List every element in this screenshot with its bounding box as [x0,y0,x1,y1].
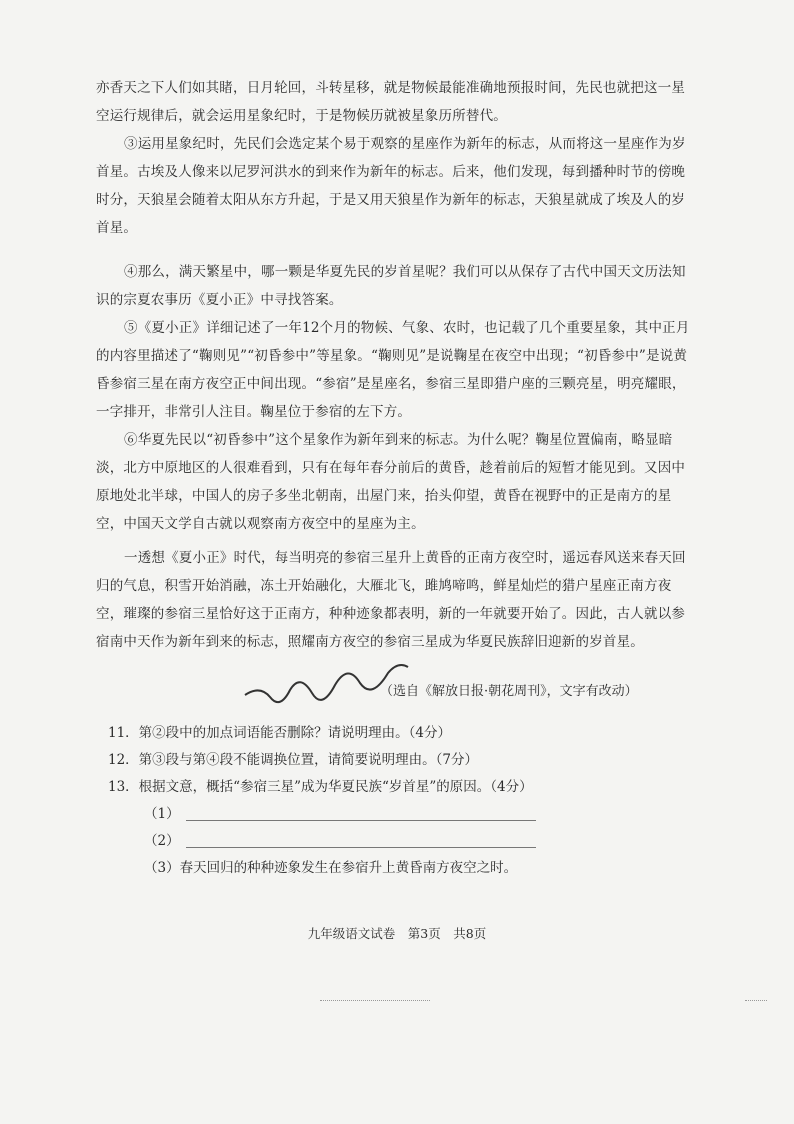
answer-blank[interactable] [186,808,536,821]
paragraph-text: ④那么，满天繁星中，哪一颗是华夏先民的岁首星呢？我们可以从保存了古代中国天文历法知识的宗夏农事历《夏小正》中寻找答案。 [96,264,686,308]
paragraph-text: ③运用星象纪时，先民们会选定某个易于观察的星座作为新年的标志，从而将这一星座作为岁首星。古埃及人像来以尼罗河洪水的到来作为新年的标志。后来，他们发现，每到播种时节的傍晚时分，天狼星会随着太阳从东方升起，于是又用天狼星作为新年的标志，天狼星就成了埃及人的岁首星。 [96,136,686,236]
source-citation: （选自《解放日报·朝花周刊》，文字有改动） [380,684,638,699]
paragraph-text: ⑤《夏小正》详细记述了一年12个月的物候、气象、农时，也记载了几个重要星象，其中正月的内容里描述了“鞠则见”“初昏参中”等星象。“鞠则见”是说鞠星在夜空中出现；“初昏参中”是说黄昏参宿三星在南方夜空正中间出现。“参宿”是星座名，参宿三星即猎户座的三颗亮星，明亮耀眼，一字排开，非常引人注目。鞠星位于参宿的左下方。 [96,320,690,420]
page-footer: 九年级语文试卷 第3页 共8页 [307,926,487,941]
answer-line-3: （3）春天回归的种种迹象发生在参宿升上黄昏南方夜空之时。 [144,860,518,876]
question-12: 12．第③段与第④段不能调换位置，请简要说明理由。（7分） [108,752,479,768]
question-11: 11．第②段中的加点词语能否删除？请说明理由。（4分） [108,725,452,741]
paragraph-continuation [96,74,696,130]
answer-blank[interactable] [186,835,536,848]
divider [320,1000,430,1001]
answer-line-2[interactable]: （2） [108,828,668,855]
paragraph-7 [96,544,696,656]
answer-line-1[interactable]: （1） [108,801,668,828]
paragraph-text: ⑥华夏先民以“初昏参中”这个星象作为新年到来的标志。为什么呢？鞠星位置偏南，略显暗淡，北方中原地区的人很难看到，只有在每年春分前后的黄昏，趁着前后的短暂才能见到。又因中原地处北半球，中国人的房子多坐北朝南，出屋门来，抬头仰望，黄昏在视野中的正是南方的星空，中国天文学自古就以观察南方夜空中的星座为主。 [96,432,686,532]
paragraph-text: 亦香天之下人们如其睹，日月轮回，斗转星移，就是物候最能准确地预报时间，先民也就把这一星空运行规律后，就会运用星象纪时，于是物候历就被星象历所替代。 [96,80,686,124]
questions-section [108,720,668,882]
question-13: 13．根据文意，概括“参宿三星”成为华夏民族“岁首星”的原因。（4分） [108,779,533,795]
paragraph-text: 一透想《夏小正》时代，每当明亮的参宿三星升上黄昏的正南方夜空时，遥远春风送来春天回归的气息，积雪开始消融，冻土开始融化，大雁北飞，雎鸠啼鸣，鲜星灿烂的猎户星座正南方夜空，璀璨的参宿三星恰好这于正南方，种种迹象都表明，新的一年就要开始了。因此，古人就以参宿南中天作为新年到来的标志，照耀南方夜空的参宿三星成为华夏民族辞旧迎新的岁首星。 [96,550,686,650]
paragraph-6 [96,426,696,538]
paragraph-5 [96,314,696,426]
divider [745,1000,767,1001]
paragraph-3 [96,130,696,242]
paragraph-4 [96,258,696,314]
